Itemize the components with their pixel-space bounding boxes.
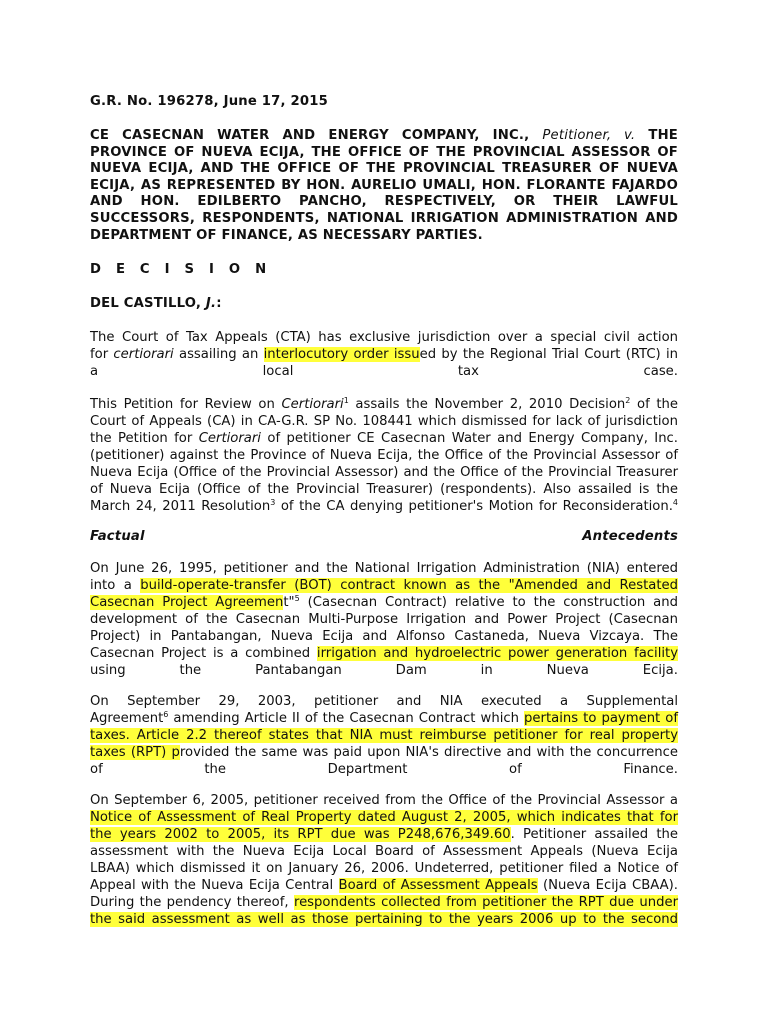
highlight: Casecnan Project Agreemen bbox=[90, 595, 284, 610]
paragraph-line: the years 2002 to 2005, its RPT due was P248,676,349.60. Petitioner assailed the bbox=[90, 827, 678, 842]
paragraph-line: This Petition for Review on Certiorari$^1$ assails the November 2, 2010 Decision$^2$ of the bbox=[90, 396, 678, 412]
highlight: Board of Assessment Appeals bbox=[338, 878, 538, 893]
footnote-ref: 6 bbox=[163, 710, 169, 719]
paragraph-line: Casecnan Project is a combined irrigation and hydroelectric power generation facility bbox=[90, 646, 678, 661]
footnote-ref: 3 bbox=[270, 498, 276, 507]
footnote-ref: 4 bbox=[672, 498, 678, 507]
decision-heading: D E C I S I O N bbox=[90, 262, 272, 277]
paragraph-line bbox=[90, 810, 678, 827]
paragraph-line bbox=[90, 728, 678, 745]
paragraph-line: a local tax case. bbox=[90, 364, 678, 379]
case-number: G.R. No. 196278, June 17, 2015 bbox=[90, 94, 329, 109]
paragraph-line: assessment with the Nueva Ecija Local Board of Assessment Appeals (Nueva Ecija bbox=[90, 844, 678, 859]
highlight: Notice of Assessment of Real Property dated August 2, 2005, which indicates that for bbox=[90, 810, 678, 825]
case-title-line: NUEVA ECIJA, AND THE OFFICE OF THE PROVINCIAL TREASURER OF NUEVA bbox=[90, 161, 678, 177]
case-title-line: AND HON. EDILBERTO PANCHO, RESPECTIVELY, OR THEIR LAWFUL bbox=[90, 194, 678, 210]
highlight: taxes. Article 2.2 thereof states that NIA must reimburse petitioner for real property bbox=[90, 728, 678, 743]
highlight: build-operate-transfer (BOT) contract known as the "Amended and Restated bbox=[140, 578, 678, 593]
paragraph-line: Casecnan Project Agreement"$^5$ (Casecnan Contract) relative to the construction and bbox=[90, 594, 678, 610]
paragraph-line: the Petition for Certiorari of petitioner CE Casecnan Water and Energy Company, Inc. bbox=[90, 431, 678, 446]
case-title-line: PROVINCE OF NUEVA ECIJA, THE OFFICE OF THE PROVINCIAL ASSESSOR OF bbox=[90, 144, 678, 160]
footnote-ref: 5 bbox=[294, 594, 300, 603]
paragraph-line: of the Department of Finance. bbox=[90, 762, 678, 777]
highlight: the years 2002 to 2005, its RPT due was P248,676,349.60 bbox=[90, 827, 511, 842]
ponente: DEL CASTILLO, J.: bbox=[90, 296, 222, 311]
case-title-line: DEPARTMENT OF FINANCE, AS NECESSARY PARTIES. bbox=[90, 227, 483, 243]
paragraph-line: Nueva Ecija (Office of the Provincial Assessor) and the Office of the Provincial Treasurer bbox=[90, 465, 678, 480]
paragraph-line: On June 26, 1995, petitioner and the National Irrigation Administration (NIA) entered bbox=[90, 561, 678, 576]
highlight: interlocutory order issu bbox=[263, 347, 420, 362]
paragraph-line: of Nueva Ecija (Office of the Provincial Treasurer) (respondents). Also assailed is the bbox=[90, 482, 678, 497]
paragraph-line: Project) in Pantabangan, Nueva Ecija and Alfonso Castaneda, Nueva Vizcaya. The bbox=[90, 629, 678, 644]
paragraph-line: taxes (RPT) provided the same was paid upon NIA's directive and with the concurrence bbox=[90, 745, 678, 760]
highlight: irrigation and hydroelectric power generation facility bbox=[316, 646, 678, 661]
paragraph-line: During the pendency thereof, respondents collected from petitioner the RPT due under bbox=[90, 895, 678, 910]
paragraph-line: development of the Casecnan Multi-Purpose Irrigation and Power Project (Casecnan bbox=[90, 612, 678, 627]
highlight: the said assessment as well as those pertaining to the years 2006 up to the second bbox=[90, 912, 678, 927]
paragraph-line: On September 6, 2005, petitioner received from the Office of the Provincial Assessor a bbox=[90, 793, 678, 808]
case-title-line: CE CASECNAN WATER AND ENERGY COMPANY, INC., Petitioner, v. THE bbox=[90, 128, 679, 143]
paragraph-line: Agreement$^6$ amending Article II of the Casecnan Contract which pertains to payment of bbox=[90, 710, 679, 726]
paragraph-line: March 24, 2011 Resolution$^3$ of the CA denying petitioner's Motion for Reconsideration.$^4$ bbox=[90, 498, 678, 514]
paragraph-line: On September 29, 2003, petitioner and NIA executed a Supplemental bbox=[90, 694, 678, 709]
highlight: pertains to payment of bbox=[524, 711, 679, 726]
paragraph-line: for certiorari assailing an interlocutory order issued by the Regional Trial Court (RTC) in bbox=[90, 347, 679, 362]
paragraph-line: Court of Appeals (CA) in CA-G.R. SP No. 108441 which dismissed for lack of jurisdiction bbox=[90, 414, 678, 429]
paragraph-line: Appeal with the Nueva Ecija Central Board of Assessment Appeals (Nueva Ecija CBAA). bbox=[90, 878, 678, 893]
paragraph-line: into a build-operate-transfer (BOT) contract known as the "Amended and Restated bbox=[90, 578, 678, 593]
highlight: respondents collected from petitioner the RPT due under bbox=[293, 895, 678, 910]
paragraph-line: using the Pantabangan Dam in Nueva Ecija. bbox=[90, 663, 678, 678]
paragraph-line bbox=[90, 912, 678, 929]
paragraph-line: LBAA) which dismissed it on January 26, 2006. Undeterred, petitioner filed a Notice of bbox=[90, 861, 678, 876]
paragraph-line: (petitioner) against the Province of Nueva Ecija, the Office of the Provincial Assessor of bbox=[90, 448, 678, 463]
highlight: taxes (RPT) p bbox=[90, 745, 180, 760]
footnote-ref: 1 bbox=[343, 396, 349, 405]
case-title-line: SUCCESSORS, RESPONDENTS, NATIONAL IRRIGATION ADMINISTRATION AND bbox=[90, 211, 678, 226]
paragraph-line: The Court of Tax Appeals (CTA) has exclusive jurisdiction over a special civil action bbox=[90, 330, 678, 345]
footnote-ref: 2 bbox=[625, 396, 631, 405]
case-title-line: ECIJA, AS REPRESENTED BY HON. AURELIO UMALI, HON. FLORANTE FAJARDO bbox=[90, 177, 678, 193]
section-heading: Factual Antecedents bbox=[90, 529, 678, 544]
